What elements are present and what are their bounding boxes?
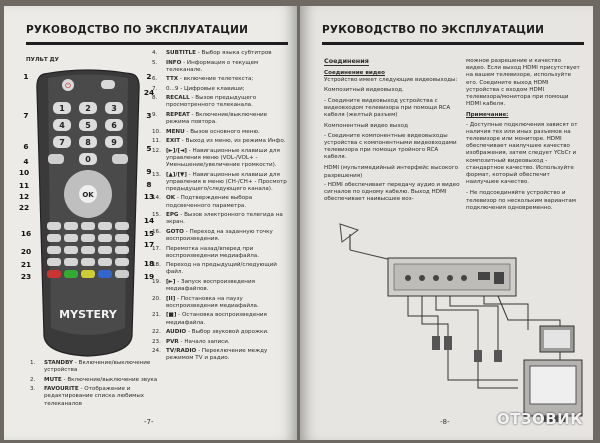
legend-description: - Отображение и редактирование списка любимых телеканалов (44, 386, 145, 407)
legend-key-name: TTX (166, 76, 179, 83)
legend-number: 3. (30, 386, 36, 393)
ttx-button[interactable] (112, 154, 128, 164)
recall-button[interactable] (48, 154, 64, 164)
notes-column (466, 58, 580, 216)
legend-item (152, 279, 290, 293)
legend-item (152, 86, 290, 93)
legend-left (30, 360, 158, 410)
legend-key-name: [▲]/[▼] (166, 171, 187, 178)
function-key[interactable] (64, 258, 78, 266)
legend-item (152, 195, 290, 209)
page-number-right: -8- (440, 418, 450, 426)
legend-item (152, 339, 290, 346)
legend-item (30, 386, 158, 408)
legend-key-name: REPEAT (166, 111, 190, 118)
left-page-header: РУКОВОДСТВО ПО ЭКСПЛУАТАЦИИ (26, 24, 249, 36)
callout-number: 5 (146, 144, 152, 153)
function-key[interactable] (115, 258, 129, 266)
callout-number: 19 (143, 272, 155, 281)
legend-number: 13. (152, 171, 161, 178)
function-key[interactable] (81, 246, 95, 254)
function-key[interactable] (98, 246, 112, 254)
callout-number: 11 (18, 181, 30, 190)
section-title: Соединения (324, 57, 369, 65)
legend-description: - Вызов электронного телегида на экран. (166, 212, 283, 226)
legend-key-name: STANDBY (44, 360, 74, 366)
legend-number: 11. (152, 138, 161, 145)
legend-number: 5. (152, 59, 158, 66)
callout-number: 23 (20, 272, 32, 281)
section-subtitle: Соединение видео (324, 70, 385, 77)
legend-item (152, 348, 290, 362)
legend-description: - Подтверждение выбора подсвеченного параметра. (166, 195, 253, 209)
color-key[interactable] (47, 270, 61, 278)
legend-description: - Запуск воспроизведения медиафайлов. (166, 278, 255, 293)
legend-description: - Вызов предыдущего просмотренного телеканала. (166, 95, 257, 109)
legend-description: - включение телетекста; (178, 76, 254, 83)
legend-key-name: MUTE (44, 376, 62, 383)
legend-description: - Вызов основного меню. (184, 128, 260, 135)
legend-description: 0...9 - Цифровые клавиши; (166, 85, 245, 92)
legend-key-name: TV/RADIO (166, 348, 197, 355)
paragraph: Устройство имеет следующие видеовыходы: (324, 77, 458, 84)
legend-item (152, 246, 290, 260)
remote-label: ПУЛЬТ ДУ (26, 57, 59, 63)
legend-number: 12. (152, 147, 161, 154)
legend-number: 23. (152, 338, 161, 345)
callout-number: 20 (20, 247, 32, 256)
callout-number: 4 (23, 157, 29, 166)
function-key[interactable] (47, 258, 61, 266)
callout-number: 16 (20, 229, 32, 238)
legend-description: - Выбор языка субтитров (195, 50, 272, 56)
callout-number: 8 (146, 180, 152, 189)
mute-button[interactable] (101, 80, 115, 89)
right-page-header: РУКОВОДСТВО ПО ЭКСПЛУАТАЦИИ (322, 24, 545, 36)
legend-item (30, 360, 158, 374)
digit-key-label: 8 (85, 138, 91, 147)
paragraph: - Не подсоединяйте устройство и телевизор по нескольким вариантам подключения одновременно. (466, 190, 576, 211)
connection-diagram (328, 220, 588, 434)
connections-column (324, 58, 462, 207)
callout-number: 21 (20, 260, 32, 269)
callout-number: 6 (23, 142, 29, 151)
legend-description: - Начало записи. (178, 338, 230, 345)
header-rule (322, 42, 584, 45)
legend-item (152, 50, 290, 57)
legend-key-name: PVR (166, 338, 179, 345)
page-number-left: -7- (144, 418, 154, 426)
color-key[interactable] (64, 270, 78, 278)
header-rule (26, 42, 288, 45)
callout-number: 9 (146, 167, 152, 176)
legend-item (30, 377, 158, 384)
remote-control-illustration (32, 66, 144, 358)
legend-item (152, 60, 290, 74)
legend-item (152, 138, 290, 145)
callout-number: 10 (18, 168, 30, 177)
legend-number: 6. (152, 76, 158, 83)
legend-number: 10. (152, 128, 161, 135)
paragraph: можное разрешение и качество видео. Если выход HDMI присутствует на вашем телевизоре, используйте его. Соедините выход HDMI устройства с входом HDMI телевизора/монитора при помощи HDMI кабеля. (466, 58, 580, 108)
function-key[interactable] (98, 234, 112, 242)
legend-mid (152, 50, 290, 365)
legend-description: - Включение/выключение режима повтора. (166, 111, 268, 126)
svg-text:OK: OK (82, 191, 94, 199)
function-key[interactable] (47, 234, 61, 242)
legend-number: 19. (152, 278, 161, 285)
paragraph: Композитный видеовыход. (324, 86, 404, 93)
digit-key-label: 1 (59, 104, 65, 113)
legend-description: - Остановка воспроизведения медиафайла. (166, 312, 267, 326)
legend-key-name: MENU (166, 128, 185, 135)
legend-key-name: [■] (166, 312, 177, 319)
function-key[interactable] (47, 246, 61, 254)
legend-item (152, 329, 290, 336)
legend-number: 14. (152, 195, 161, 202)
legend-item (152, 229, 290, 243)
legend-key-name: [►]/[◄] (166, 147, 187, 154)
callout-number: 17 (143, 240, 155, 249)
legend-description: - Переключение между режимом TV и радио. (166, 348, 268, 362)
legend-key-name: GOTO (166, 228, 184, 235)
callout-number: 24 (143, 88, 155, 97)
legend-item (152, 148, 290, 170)
legend-number: 20. (152, 295, 161, 302)
function-key[interactable] (115, 222, 129, 230)
legend-item (152, 296, 290, 310)
legend-key-name: SUBTITLE (166, 50, 196, 56)
legend-item (152, 262, 290, 276)
legend-description: - Переход на заданную точку воспроизведения. (166, 228, 273, 243)
callout-number: 7 (23, 111, 29, 120)
callout-number: 14 (143, 216, 155, 225)
callout-number: 1 (23, 72, 29, 81)
legend-item (152, 312, 290, 326)
brand-logo: MYSTERY (59, 308, 117, 321)
function-key[interactable] (64, 246, 78, 254)
digit-key-label: 4 (59, 121, 65, 130)
legend-key-name: [►] (166, 278, 176, 285)
legend-number: 4. (152, 50, 158, 56)
paragraph: - HDMI обеспечивает передачу аудио и видео сигналов по одному кабелю. Выход HDMI обеспечивает наивысшее воз- (324, 181, 460, 203)
legend-description: - Включение/выключение устройства (44, 360, 151, 374)
function-key[interactable] (64, 222, 78, 230)
digit-key-label: 2 (85, 104, 91, 113)
legend-key-name: AUDIO (166, 329, 187, 336)
function-key[interactable] (81, 222, 95, 230)
digit-key-label: 5 (85, 121, 91, 130)
legend-number: 2. (30, 376, 36, 383)
legend-item (152, 172, 290, 194)
right-page (300, 6, 593, 440)
digit-key-label: 3 (111, 104, 117, 113)
legend-description: - Включение/выключение звука (61, 376, 158, 383)
callout-number: 3 (146, 111, 152, 120)
callout-number: 18 (143, 259, 155, 268)
legend-description: - Информация о текущем телеканале. (166, 59, 259, 73)
legend-item (152, 76, 290, 83)
paragraph: HDMI (мультимедийный интерфейс высокого разрешения) (324, 165, 459, 179)
color-key[interactable] (115, 270, 129, 278)
function-key[interactable] (47, 222, 61, 230)
legend-key-name: FAVOURITE (44, 386, 79, 393)
legend-number: 15. (152, 212, 161, 219)
legend-description: Перемотка назад/вперед при воспроизведении медиафайла. (166, 245, 260, 259)
legend-key-name: OK (166, 195, 176, 202)
paragraph: Компонентный видео выход (324, 123, 408, 130)
legend-number: 16. (152, 228, 161, 235)
note-heading: Примечание: (466, 112, 509, 119)
function-key[interactable] (115, 234, 129, 242)
watermark-logo: ОТЗОВИК (496, 410, 583, 428)
color-key[interactable] (81, 270, 95, 278)
legend-number: 18. (152, 262, 161, 269)
legend-description: - Выбор звуковой дорожки. (186, 329, 269, 336)
function-key[interactable] (64, 234, 78, 242)
legend-number: 22. (152, 329, 161, 336)
legend-number: 9. (152, 111, 158, 118)
legend-item (152, 129, 290, 136)
legend-description: - Выход из меню, из режима Инфо. (180, 138, 286, 145)
function-key[interactable] (115, 246, 129, 254)
digit-key-label: 7 (59, 138, 65, 147)
callout-number: 15 (143, 229, 155, 238)
legend-item (152, 112, 290, 126)
legend-key-name: RECALL (166, 95, 190, 102)
left-page (4, 6, 297, 440)
digit-key-label: 0 (85, 155, 91, 164)
legend-number: 7. (152, 85, 158, 92)
legend-item (152, 95, 290, 109)
legend-key-name: EPG (166, 212, 179, 219)
legend-number: 21. (152, 312, 161, 319)
paragraph: - Соедините компонентные видеовыходы устройства с компонентными видеовходами телевизора при помощи тройного RCA кабеля. (324, 132, 457, 161)
legend-key-name: [II] (166, 295, 176, 302)
color-key[interactable] (98, 270, 112, 278)
legend-description: - Постановка на паузу воспроизведения медиафайла. (166, 295, 259, 309)
legend-number: 17. (152, 245, 161, 252)
legend-item (152, 212, 290, 226)
callout-number: 13 (143, 192, 155, 201)
callout-number: 22 (18, 203, 30, 212)
function-key[interactable] (98, 258, 112, 266)
legend-key-name: INFO (166, 59, 182, 66)
function-key[interactable] (98, 222, 112, 230)
callout-number: 12 (18, 192, 30, 201)
legend-description: - Навигационные клавиши для управления в меню (CH-/CH+ - Просмотр предыдущего/следующего канала). (166, 171, 287, 192)
function-key[interactable] (81, 234, 95, 242)
legend-key-name: EXIT (166, 138, 181, 145)
paragraph: - Соедините видеовыход устройства с видеовходом телевизора при помощи RCA кабеля (желтый разъем) (324, 97, 451, 119)
legend-description: - Навигационные клавиши для управления меню (VOL-/VOL+ - Уменьшение/увеличение громкости). (166, 147, 280, 169)
power-icon: ⏻ (65, 82, 71, 90)
digit-key-label: 9 (111, 138, 117, 147)
digit-key-label: 6 (111, 121, 117, 130)
legend-number: 8. (152, 95, 158, 102)
legend-number: 1. (30, 360, 36, 366)
paragraph: - Доступные подключения зависят от наличия тех или иных разъемов на телевизоре или мониторе. HDMI обеспечивает наилучшее качество изображения, затем следует YCbCr и композитный видеовыход - стандартное качество. Используйте формат, который обеспечит наилучшее качество. (466, 121, 578, 186)
legend-description: Переход на предыдущий/следующий файл. (166, 262, 277, 276)
legend-number: 24. (152, 348, 161, 355)
callout-number: 2 (146, 72, 152, 81)
function-key[interactable] (81, 258, 95, 266)
